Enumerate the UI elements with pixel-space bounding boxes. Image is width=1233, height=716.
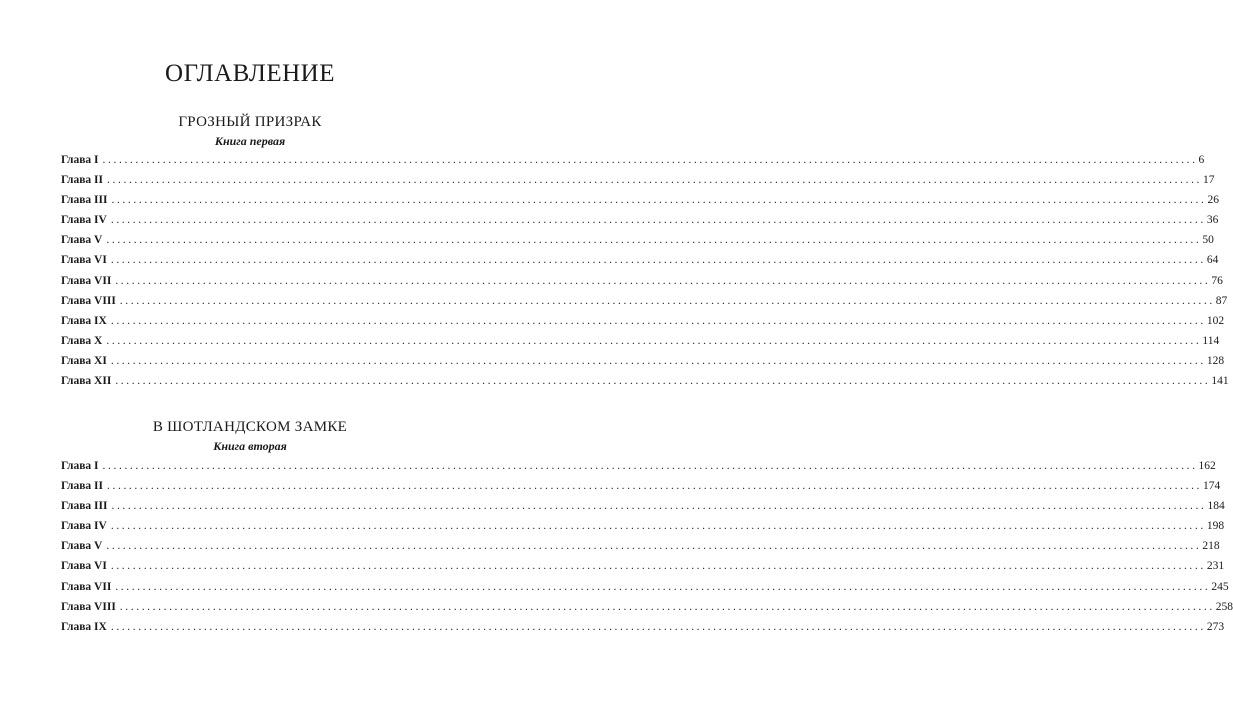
page-number: 17 (1203, 174, 1215, 187)
page-number: 76 (1211, 274, 1223, 287)
page-number: 114 (1202, 334, 1220, 347)
page-number: 87 (1215, 294, 1228, 307)
toc-entry (61, 556, 1225, 576)
chapter-label: Глава XII (61, 375, 112, 388)
dot-leader: ........................................................................................................................................................................................................ (107, 174, 1203, 187)
chapter-label: Глава X (61, 334, 103, 347)
toc-entry (61, 331, 1220, 351)
page-number: 245 (1211, 580, 1229, 593)
toc-entry (61, 271, 1223, 291)
book-1-toc (61, 150, 1229, 391)
toc-entry (61, 351, 1225, 371)
dot-leader: ........................................................................................................................................................................................................ (110, 560, 1206, 573)
chapter-label: Глава VI (61, 560, 107, 573)
toc-entry (61, 210, 1219, 230)
toc-entry (61, 311, 1225, 331)
book-2-subtitle: Книга вторая (213, 439, 287, 453)
page-number: 50 (1202, 234, 1214, 247)
book-2-toc (61, 456, 1233, 637)
chapter-label: Глава VIII (61, 600, 116, 613)
toc-entry (61, 597, 1233, 617)
dot-leader: ........................................................................................................................................................................................................ (102, 154, 1198, 166)
chapter-label: Глава XI (61, 354, 107, 367)
dot-leader: ........................................................................................................................................................................................................ (119, 294, 1215, 307)
page-number: 26 (1207, 194, 1219, 207)
chapter-label: Глава II (61, 174, 104, 187)
chapter-label: Глава IX (61, 620, 107, 633)
chapter-label: Глава V (61, 540, 103, 553)
toc-entry (61, 476, 1221, 496)
dot-leader: ........................................................................................................................................................................................................ (111, 194, 1207, 207)
dot-leader: ........................................................................................................................................................................................................ (110, 620, 1206, 633)
dot-leader: ........................................................................................................................................................................................................ (107, 480, 1203, 493)
page-number: 258 (1215, 600, 1233, 613)
dot-leader: ........................................................................................................................................................................................................ (106, 540, 1202, 553)
dot-leader: ........................................................................................................................................................................................................ (111, 500, 1207, 513)
chapter-label: Глава VII (61, 274, 112, 287)
dot-leader: ........................................................................................................................................................................................................ (115, 580, 1211, 593)
page-number: 64 (1206, 254, 1219, 267)
chapter-label: Глава III (61, 194, 108, 207)
chapter-label: Глава VI (61, 254, 107, 267)
page-number: 6 (1198, 154, 1205, 166)
toc-entry (61, 150, 1205, 170)
toc-entry (61, 516, 1225, 536)
dot-leader: ........................................................................................................................................................................................................ (102, 460, 1198, 472)
toc-entry (61, 291, 1228, 311)
toc-entry (61, 617, 1225, 637)
chapter-label: Глава IV (61, 520, 107, 533)
toc-entry (61, 577, 1229, 597)
dot-leader: ........................................................................................................................................................................................................ (115, 375, 1211, 388)
book-1-title: ГРОЗНЫЙ ПРИЗРАК (178, 114, 322, 130)
page-number: 231 (1206, 560, 1225, 573)
dot-leader: ........................................................................................................................................................................................................ (110, 354, 1206, 367)
page-number: 273 (1206, 620, 1225, 633)
toc-entry (61, 190, 1219, 210)
chapter-label: Глава II (61, 480, 104, 493)
page-number: 198 (1206, 520, 1225, 533)
chapter-label: Глава IV (61, 214, 107, 227)
toc-entry (61, 456, 1216, 476)
page-number: 36 (1206, 214, 1219, 227)
dot-leader: ........................................................................................................................................................................................................ (110, 254, 1206, 267)
dot-leader: ........................................................................................................................................................................................................ (110, 314, 1206, 327)
dot-leader: ........................................................................................................................................................................................................ (110, 520, 1206, 533)
dot-leader: ........................................................................................................................................................................................................ (119, 600, 1215, 613)
chapter-label: Глава VII (61, 580, 112, 593)
toc-entry (61, 496, 1225, 516)
page-number: 141 (1211, 375, 1229, 388)
chapter-label: Глава V (61, 234, 103, 247)
page-number: 218 (1202, 540, 1220, 553)
page-number: 174 (1203, 480, 1221, 493)
dot-leader: ........................................................................................................................................................................................................ (106, 234, 1202, 247)
book-1-subtitle: Книга первая (214, 134, 286, 148)
chapter-label: Глава I (61, 460, 99, 472)
toc-entry (61, 536, 1220, 556)
page-title: ОГЛАВЛЕНИЕ (165, 60, 335, 87)
chapter-label: Глава I (61, 154, 99, 166)
page-number: 102 (1206, 314, 1225, 327)
dot-leader: ........................................................................................................................................................................................................ (115, 274, 1211, 287)
toc-entry (61, 230, 1214, 250)
page-number: 184 (1207, 500, 1225, 513)
toc-entry (61, 170, 1215, 190)
dot-leader: ........................................................................................................................................................................................................ (110, 214, 1206, 227)
chapter-label: Глава III (61, 500, 108, 513)
dot-leader: ........................................................................................................................................................................................................ (106, 334, 1202, 347)
toc-entry (61, 250, 1219, 270)
chapter-label: Глава VIII (61, 294, 116, 307)
chapter-label: Глава IX (61, 314, 107, 327)
book-2-title: В ШОТЛАНДСКОМ ЗАМКЕ (152, 419, 348, 435)
page-number: 128 (1206, 354, 1225, 367)
page-number: 162 (1198, 460, 1216, 472)
toc-entry (61, 371, 1229, 391)
